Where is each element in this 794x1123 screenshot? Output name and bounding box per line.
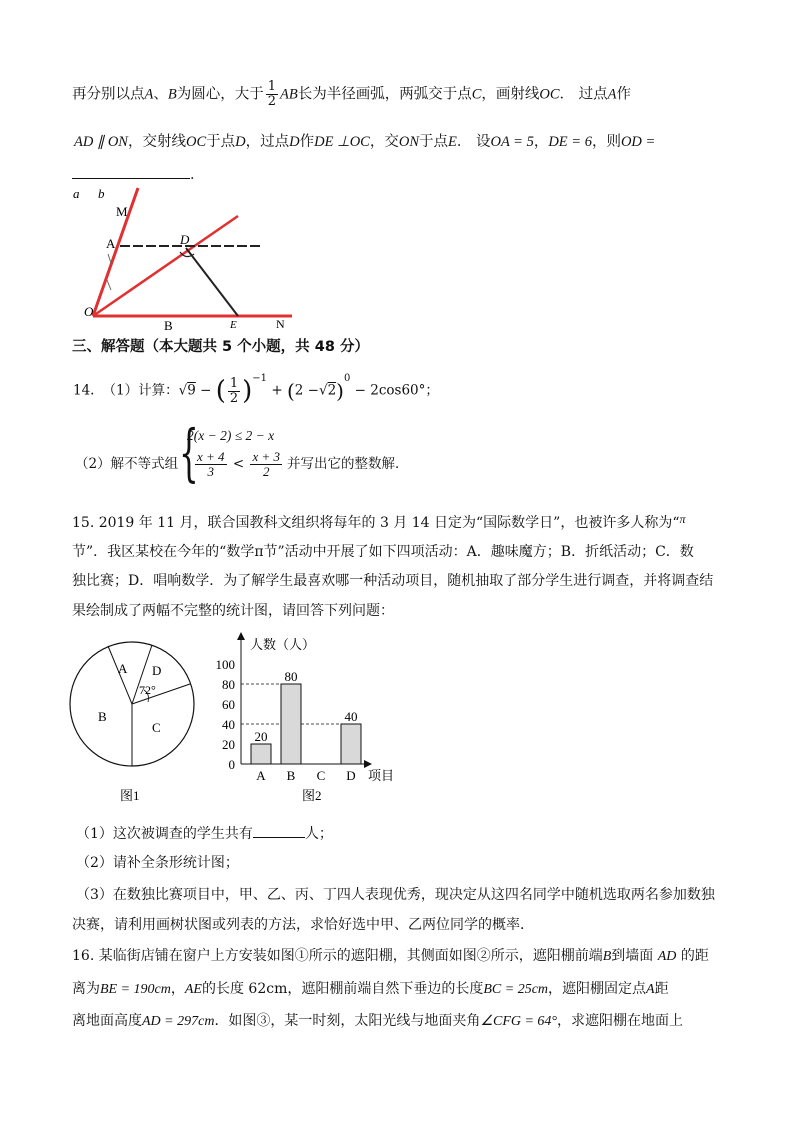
text: B	[167, 86, 177, 103]
text: +	[271, 382, 283, 399]
text: 于点	[206, 134, 236, 150]
pie-label-A: A	[118, 661, 128, 676]
text: ，则	[591, 134, 621, 150]
text: AB	[280, 86, 298, 103]
text: ，遮阳棚固定点	[548, 981, 647, 997]
text: 到墙面	[611, 948, 654, 964]
q16-line3	[72, 1010, 683, 1030]
bar-caption: 图2	[302, 788, 322, 803]
x-axis-label: 项目	[368, 768, 395, 783]
text: 15. 2019 年 11 月，联合国教科文组织将每年的 3 月 14 日定为“国际数学日”，也被许多人称为“	[72, 515, 680, 531]
text: ．如图③，某一时刻，太阳光线与地面夹角	[214, 1013, 481, 1029]
text: （1）计算：	[102, 382, 179, 399]
text: 、	[153, 86, 168, 103]
q15-line4: 果绘制成了两幅不完整的统计图，请回答下列问题：	[72, 603, 394, 619]
x-tick-label: D	[346, 768, 356, 783]
text: 为圆心，大于	[176, 86, 264, 103]
pie-angle-label: 72°	[139, 683, 156, 697]
text: 的距	[680, 948, 709, 964]
text: ∠CFG = 64°	[480, 1014, 558, 1029]
x-tick-label: C	[316, 768, 326, 783]
problem13-line1	[72, 80, 631, 109]
brace: {	[179, 416, 199, 489]
text: − 2cos60°；	[354, 382, 439, 399]
text: OC	[185, 134, 207, 150]
paren: )	[242, 376, 253, 406]
numerator: 1	[267, 79, 276, 94]
text: （1）这次被调查的学生共有	[76, 826, 253, 842]
text: AD = 297cm	[142, 1014, 215, 1029]
text: 9	[187, 382, 196, 399]
text: D	[289, 134, 300, 150]
text: D	[235, 134, 246, 150]
ray-OC	[93, 216, 238, 316]
text: ，交射线	[127, 134, 186, 150]
denominator: 2	[229, 390, 239, 406]
y-tick-label: 40	[222, 717, 235, 732]
text: 于点	[419, 134, 448, 150]
problem13-line2	[74, 130, 655, 151]
denominator: 2	[262, 464, 270, 479]
sqrt-symbol: √	[178, 382, 188, 399]
answer-blank-line	[72, 163, 205, 184]
label-b: b	[98, 186, 105, 201]
text: 2	[327, 382, 337, 399]
text: 并写出它的整数解．	[287, 456, 409, 472]
bar-value-label: 40	[344, 709, 358, 724]
text: DE ⊥OC	[314, 134, 370, 150]
text: 人；	[304, 826, 333, 842]
label-O: O	[84, 304, 94, 319]
text: A	[646, 982, 655, 997]
text: A	[607, 86, 617, 103]
text: OC	[539, 86, 560, 103]
text: 14.	[73, 382, 95, 399]
text: 离地面高度	[72, 1013, 142, 1029]
fraction	[250, 450, 282, 479]
bar-chart	[208, 632, 408, 812]
y-tick-label: 100	[215, 657, 235, 672]
label-M: M	[116, 204, 128, 219]
exponent: −1	[252, 373, 268, 384]
bar-D	[341, 724, 361, 764]
q16-line1	[72, 945, 709, 965]
y-tick-label: 60	[222, 697, 235, 712]
text: 2 −	[294, 382, 319, 399]
label-D: D	[180, 232, 190, 247]
bar-value-label: 80	[284, 669, 298, 684]
text: ． 过点	[559, 86, 608, 103]
bar-B	[281, 684, 301, 764]
text: 作	[299, 134, 315, 150]
y-axis-label: 人数（人）	[250, 637, 316, 652]
fraction	[195, 450, 227, 479]
denominator: 3	[207, 464, 215, 479]
x-tick-label: B	[286, 768, 296, 783]
fraction-half	[228, 377, 240, 406]
text: ，交	[369, 134, 399, 150]
y-tick-label: 20	[222, 737, 235, 752]
tick-mark	[107, 280, 111, 290]
section-heading: 三、解答题（本大题共 5 个小题，共 48 分）	[72, 339, 369, 355]
paren: )	[336, 379, 344, 403]
text: 距	[654, 981, 669, 997]
bar-value-label: 20	[254, 729, 268, 744]
text: A	[144, 86, 154, 103]
numerator: x + 4	[197, 449, 225, 464]
text: 作	[616, 86, 632, 103]
text: AD	[657, 949, 677, 964]
label-A: A	[106, 236, 116, 251]
text: 长为半径画弧，两弧交于点	[297, 86, 472, 103]
label-B: B	[164, 318, 173, 330]
text: −	[200, 382, 212, 399]
text: OA = 5	[490, 134, 534, 150]
denominator: 2	[267, 94, 276, 109]
text: ，画射线	[481, 86, 540, 103]
q15-sub3b: 决赛，请利用画树状图或列表的方法，求恰好选中甲、乙两位同学的概率．	[72, 917, 534, 933]
q15-sub1	[76, 823, 333, 843]
text: π	[679, 512, 686, 526]
text: AD ∥ ON	[74, 134, 128, 150]
text: E	[448, 134, 457, 150]
q15-line2: 节”．我区某校在今年的“数学π节”活动中开展了如下四项活动：A．趣味魔方；B．折纸活动；C．数	[72, 544, 694, 560]
text: ． 设	[456, 134, 491, 150]
text: BE = 190cm	[100, 982, 171, 997]
text: AE	[184, 982, 202, 997]
text: ．	[190, 167, 205, 183]
pie-label-C: C	[152, 720, 161, 735]
text: ON	[398, 134, 419, 150]
paren: (	[286, 379, 295, 403]
text: <	[232, 456, 245, 472]
text: C	[471, 86, 482, 103]
fraction-half	[266, 80, 278, 109]
text: （2）解不等式组	[75, 456, 179, 472]
text: 16. 某临街店铺在窗户上方安装如图①所示的遮阳棚，其侧面如图②所示，遮阳棚前端	[72, 948, 603, 964]
numerator: 1	[229, 375, 239, 391]
text: ，	[533, 134, 549, 150]
paren: (	[215, 376, 226, 406]
text: BC = 25cm	[483, 982, 549, 997]
segment-DE	[186, 248, 238, 316]
geometry-figure	[70, 182, 300, 330]
answer-blank[interactable]	[72, 164, 190, 179]
q16-line2	[72, 978, 669, 998]
inequality-2	[193, 450, 284, 479]
text: DE = 6	[548, 134, 592, 150]
q15-line1	[72, 512, 686, 532]
sqrt-symbol: √	[318, 382, 328, 399]
text: 离为	[72, 981, 100, 997]
text: ，求遮阳棚在地面上	[557, 1013, 684, 1029]
label-N: N	[276, 317, 285, 330]
y-tick-label: 80	[222, 677, 235, 692]
text: ，过点	[245, 134, 290, 150]
pie-label-D: D	[152, 663, 162, 678]
text: 再分别以点	[72, 86, 145, 103]
pie-caption: 图1	[120, 788, 140, 803]
q15-sub3a: （3）在数独比赛项目中，甲、乙、丙、丁四人表现优秀，现决定从这四名同学中随机选取两名参加数独	[76, 887, 715, 903]
y-tick-label: 0	[228, 757, 235, 772]
label-E: E	[230, 319, 237, 330]
text: B	[602, 949, 612, 964]
pie-chart	[66, 640, 206, 810]
text: OD =	[620, 134, 656, 150]
answer-blank[interactable]	[253, 823, 305, 838]
q14-part1	[73, 373, 439, 406]
pie-label-B: B	[98, 709, 107, 724]
label-a: a	[73, 186, 80, 201]
text: ，	[170, 981, 185, 997]
bar-A	[251, 744, 271, 764]
text: 的长度 62cm，遮阳棚前端自然下垂边的长度	[201, 981, 484, 997]
q15-sub2: （2）请补全条形统计图；	[76, 855, 239, 871]
q15-line3: 独比赛；D．唱响数学．为了解学生最喜欢哪一种活动项目，随机抽取了部分学生进行调查，并将调查结	[72, 573, 714, 589]
inequality-1: 2(x − 2) ≤ 2 − x	[187, 428, 275, 443]
x-tick-label: A	[256, 768, 266, 783]
numerator: x + 3	[252, 449, 280, 464]
exponent: 0	[343, 373, 351, 384]
